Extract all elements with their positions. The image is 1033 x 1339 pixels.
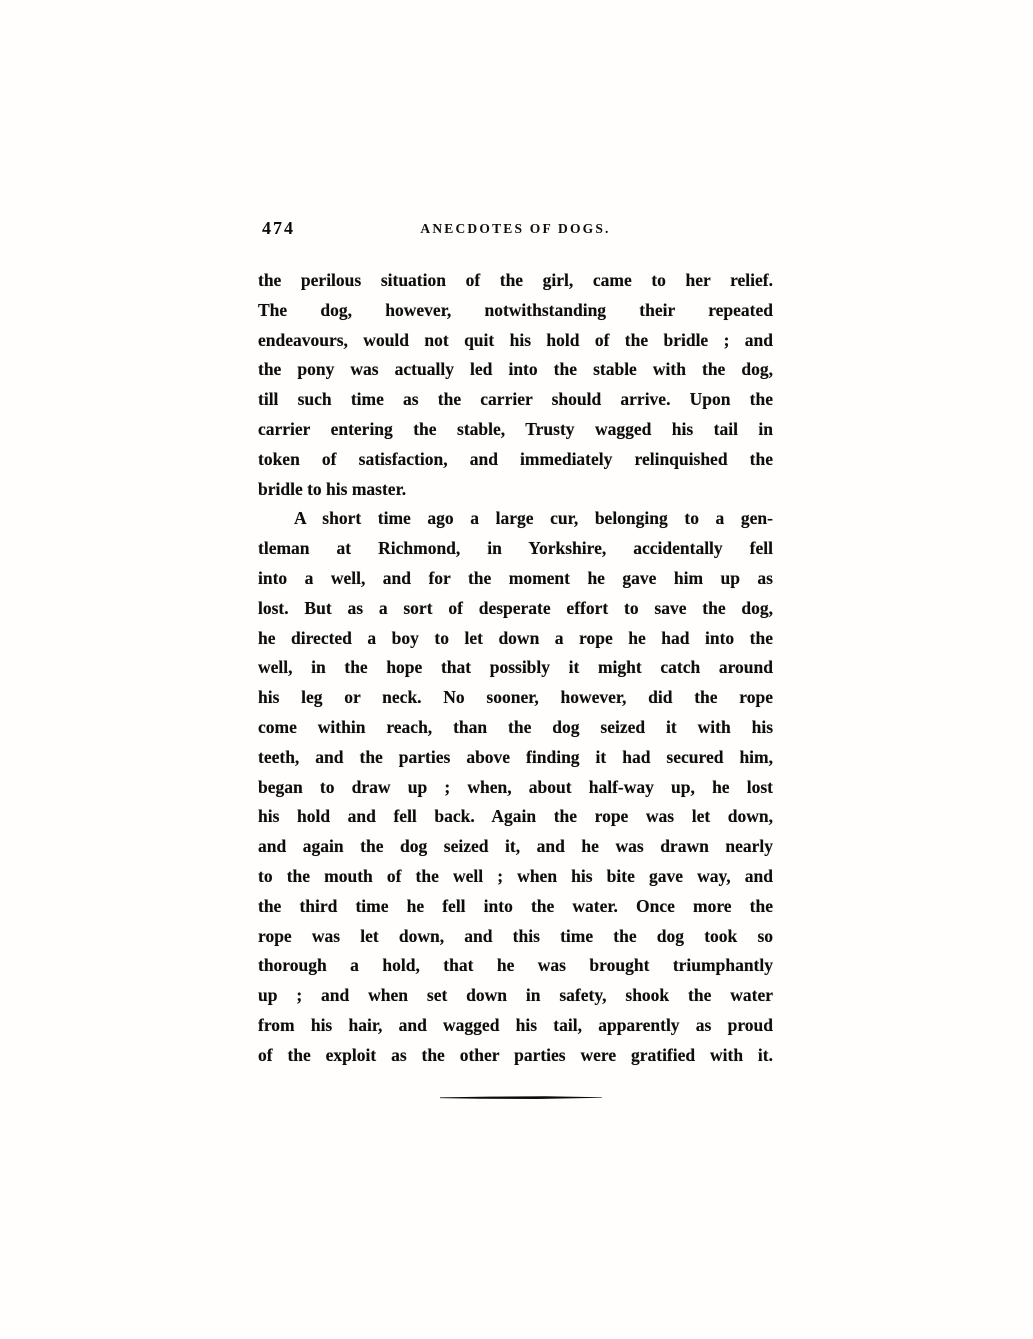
text-line: his leg or neck. No sooner, however, did the rope (258, 687, 773, 708)
running-title: ANECDOTES OF DOGS. (420, 221, 611, 236)
text-line-paragraph-start: A short time ago a large cur, belonging to a gen- (294, 508, 773, 529)
text-line: his hold and fell back. Again the rope was let down, (258, 806, 773, 827)
text-line: to the mouth of the well ; when his bite gave way, and (258, 865, 773, 886)
text-line: token of satisfaction, and immediately relinquished the (258, 448, 773, 469)
text-line: come within reach, than the dog seized it with his (258, 716, 773, 737)
text-line-paragraph-end: bridle to his master. (258, 478, 407, 499)
text-line: the pony was actually led into the stable with the dog, (258, 359, 773, 380)
section-divider (440, 1096, 602, 1099)
text-line: carrier entering the stable, Trusty wagged his tail in (258, 418, 773, 439)
text-line: rope was let down, and this time the dog took so (258, 925, 773, 946)
text-line: The dog, however, notwithstanding their repeated (258, 299, 773, 320)
text-line: the third time he fell into the water. Once more the (258, 895, 773, 916)
text-line: he directed a boy to let down a rope he had into the (258, 627, 773, 648)
text-line: into a well, and for the moment he gave him up as (258, 567, 773, 588)
text-line: the perilous situation of the girl, came to her relief. (258, 270, 773, 290)
text-line: and again the dog seized it, and he was drawn nearly (258, 836, 773, 857)
text-line: up ; and when set down in safety, shook the water (258, 985, 773, 1006)
running-header (258, 218, 773, 242)
text-line: from his hair, and wagged his tail, apparently as proud (258, 1014, 773, 1035)
text-line: thorough a hold, that he was brought triumphantly (258, 955, 773, 976)
text-line: began to draw up ; when, about half-way up, he lost (258, 776, 773, 797)
text-line: well, in the hope that possibly it might catch around (258, 657, 773, 678)
text-line: tleman at Richmond, in Yorkshire, accidentally fell (258, 538, 773, 559)
text-line: of the exploit as the other parties were gratified with it. (258, 1044, 773, 1065)
text-line: endeavours, would not quit his hold of the bridle ; and (258, 329, 773, 350)
text-line: lost. But as a sort of desperate effort to save the dog, (258, 597, 773, 618)
page-number: 474 (262, 218, 295, 238)
text-line: teeth, and the parties above finding it had secured him, (258, 746, 773, 767)
text-line: till such time as the carrier should arrive. Upon the (258, 389, 773, 410)
body-text (258, 266, 773, 1071)
